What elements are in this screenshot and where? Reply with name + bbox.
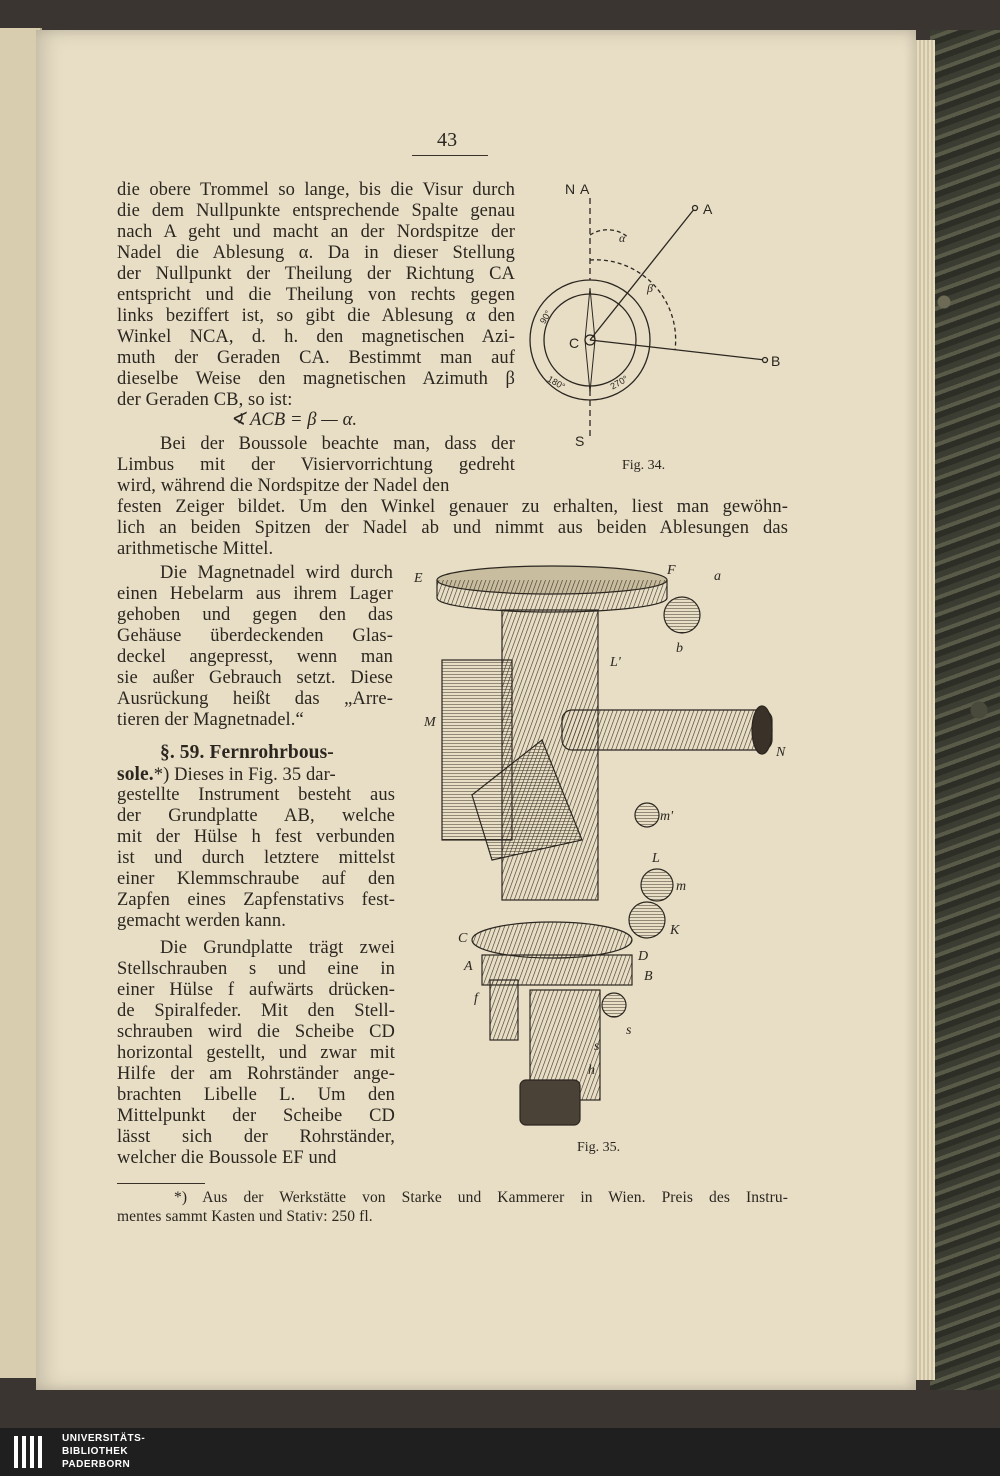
fig35-clamp (520, 1080, 580, 1125)
fig34-label-alpha: α (619, 231, 626, 245)
paragraph1-line: der Nullpunkt der Theilung der Richtung CA (117, 264, 515, 284)
fig35-eyepiece (752, 706, 772, 754)
fig35-label-k: K (670, 923, 680, 938)
paragraph3-line: Gehäuse überdeckenden Glas- (117, 626, 393, 646)
paragraph2-narrow-line: Bei der Boussole beachte man, dass der (160, 434, 515, 454)
paragraph5-line: Mittelpunkt der Scheibe CD (117, 1106, 395, 1126)
fig34-label-c: C (569, 335, 580, 351)
paragraph2-narrow-line: Limbus mit der Visiervorrichtung gedreht (117, 455, 515, 475)
paragraph5-line: Die Grundplatte trägt zwei (160, 938, 395, 958)
paragraph3-line: einen Hebelarm aus ihrem Lager (117, 584, 393, 604)
paragraph5-line: welcher die Boussole EF und (117, 1148, 337, 1168)
fig35-label-m-lower: m (676, 879, 687, 894)
fig34-label-a-top: A (580, 181, 590, 197)
library-footer (0, 1428, 1000, 1476)
fig34-label-180: 180° (545, 373, 567, 392)
paragraph1-line: dieselbe Weise den magnetischen Azimuth β (117, 369, 515, 389)
fig35-illustration (412, 560, 792, 1140)
fig35-label-s1: s (626, 1023, 632, 1038)
paragraph2-full-line: arithmetische Mittel. (117, 539, 274, 559)
section-line: der Grundplatte AB, welche (117, 806, 395, 826)
paragraph5-line: lässt sich der Rohrständer, (117, 1127, 395, 1147)
paragraph1-line: die obere Trommel so lange, bis die Visur durch (117, 180, 515, 200)
paragraph2-narrow-line: wird, während die Nordspitze der Nadel den (117, 476, 450, 496)
fig34-caption: Fig. 34. (622, 458, 666, 473)
paragraph5-line: de Spiralfeder. Mit den Stell- (117, 1001, 395, 1021)
fig35-label-l: L (652, 851, 660, 866)
paragraph5-line: Hilfe der am Rohrständer ange- (117, 1064, 395, 1084)
fig35-label-f: F (667, 563, 676, 578)
page-number: 43 (437, 129, 458, 151)
fig34-label-90: 90° (537, 308, 554, 326)
fig35-knob-m1 (635, 803, 659, 827)
paragraph2-full-line: festen Zeiger bildet. Um den Winkel genauer zu erhalten, liest man gewöhn- (117, 497, 788, 517)
fig35-label-h: h (588, 1063, 595, 1078)
formula: ∢ ACB = β — α. (230, 410, 358, 430)
footer-line-3: PADERBORN (62, 1459, 131, 1470)
fig34-point-a (693, 206, 698, 211)
fig35-knob-k (629, 902, 665, 938)
section-heading-line1 (160, 742, 396, 763)
fig35-label-a-upper: A (464, 959, 473, 974)
fig35-caption: Fig. 35. (577, 1140, 621, 1155)
fig35-knob-b (664, 597, 700, 633)
fig34-line-ca (590, 208, 695, 340)
paragraph1-line: links beziffert ist, so gibt die Ablesung α den (117, 306, 515, 326)
fig34-label-beta: β (647, 281, 653, 295)
paragraph5-line: brachten Libelle L. Um den (117, 1085, 395, 1105)
fig35-disc-cd (472, 922, 632, 958)
paragraph1-line: entspricht und die Theilung von rechts gegen (117, 285, 515, 305)
paragraph3-line: Die Magnetnadel wird durch (160, 563, 393, 583)
fig34-diagram (525, 180, 795, 460)
fig35-label-e: E (414, 571, 423, 586)
fig35-label-a: a (714, 569, 721, 584)
fig35-column (502, 610, 598, 900)
fig35-label-d: D (638, 949, 649, 964)
paragraph1-line: muth der Geraden CA. Bestimmt man auf (117, 348, 515, 368)
fig35-label-m1: m' (660, 809, 674, 824)
paragraph3-line: Ausrückung heißt das „Arre- (117, 689, 393, 709)
paragraph5-line: Stellschrauben s und eine in (117, 959, 395, 979)
paragraph3-line: gehoben und gegen den das (117, 605, 393, 625)
footnote-line-1: *) Aus der Werkstätte von Starke und Kammerer in Wien. Preis des Instru- (174, 1189, 788, 1206)
paragraph5-line: horizontal gestellt, und zwar mit (117, 1043, 395, 1063)
fig35-label-l1: L' (610, 655, 621, 670)
fig35-label-n: N (776, 745, 786, 760)
paragraph3-line: deckel angepresst, wenn man (117, 647, 393, 667)
section-line: ist und durch letztere mittelst (117, 848, 395, 868)
fig35-knob-m (641, 869, 673, 901)
paragraph1-line: Nadel die Ablesung α. Da in dieser Stellung (117, 243, 515, 263)
fig35-screw-s (602, 993, 626, 1017)
section-line: Zapfen eines Zapfenstativs fest- (117, 890, 395, 910)
paragraph3-line: tieren der Magnetnadel.“ (117, 710, 304, 730)
fig35-label-b-upper: B (644, 969, 653, 984)
fig34-line-cb (590, 340, 765, 360)
fig34-label-270: 270° (608, 373, 630, 392)
paragraph1-line: die dem Nullpunkte entsprechende Spalte genau (117, 201, 515, 221)
paragraph5-line: schrauben wird die Scheibe CD (117, 1022, 395, 1042)
paragraph2-full-line: lich an beiden Spitzen der Nadel ab und nimmt aus beiden Ablesungen das (117, 518, 788, 538)
section-first-line: *) Dieses in Fig. 35 dar- (153, 765, 336, 785)
section-heading-line2 (117, 764, 336, 786)
section-line: gestellte Instrument besteht aus (117, 785, 395, 805)
page-number-rule (412, 155, 488, 156)
section-line: gemacht werden kann. (117, 911, 286, 931)
fig35-spring-housing-f (490, 980, 518, 1040)
fig34-label-s: S (575, 433, 585, 449)
fig35-label-c: C (458, 931, 468, 946)
section-line: mit der Hülse h fest verbunden (117, 827, 395, 847)
footnote-rule (117, 1183, 205, 1184)
fig35-label-b: b (676, 641, 683, 656)
fig34-label-a: A (703, 201, 713, 217)
paragraph1-line: Winkel NCA, d. h. den magnetischen Azi- (117, 327, 515, 347)
section-heading-text: §. 59. Fernrohrbous- (160, 742, 334, 763)
section-heading-sole: sole. (117, 764, 154, 785)
footnote-line-2: mentes sammt Kasten und Stativ: 250 fl. (117, 1208, 373, 1225)
library-logo-icon (12, 1434, 52, 1470)
footer-line-1: UNIVERSITÄTS- (62, 1433, 146, 1444)
fig34-point-b (763, 358, 768, 363)
fig34-label-n: N (565, 181, 576, 197)
fig34-label-b: B (771, 353, 781, 369)
marbled-cover (930, 30, 1000, 1390)
paragraph1-line: nach A geht und macht an der Nordspitze der (117, 222, 515, 242)
paragraph5-line: einer Hülse f aufwärts drücken- (117, 980, 395, 1000)
footer-line-2: BIBLIOTHEK (62, 1446, 129, 1457)
section-line: einer Klemmschraube auf den (117, 869, 395, 889)
fig35-label-m: M (424, 715, 436, 730)
fig35-compass-rim (437, 580, 667, 612)
fig35-telescope (562, 710, 772, 750)
fig35-label-f-lower: f (474, 991, 478, 1006)
paragraph1-line: der Geraden CB, so ist: (117, 390, 293, 410)
fig34-beta-arc (590, 260, 676, 350)
fig35-label-s2: s (594, 1039, 600, 1054)
paragraph3-line: sie außer Gebrauch setzt. Diese (117, 668, 393, 688)
